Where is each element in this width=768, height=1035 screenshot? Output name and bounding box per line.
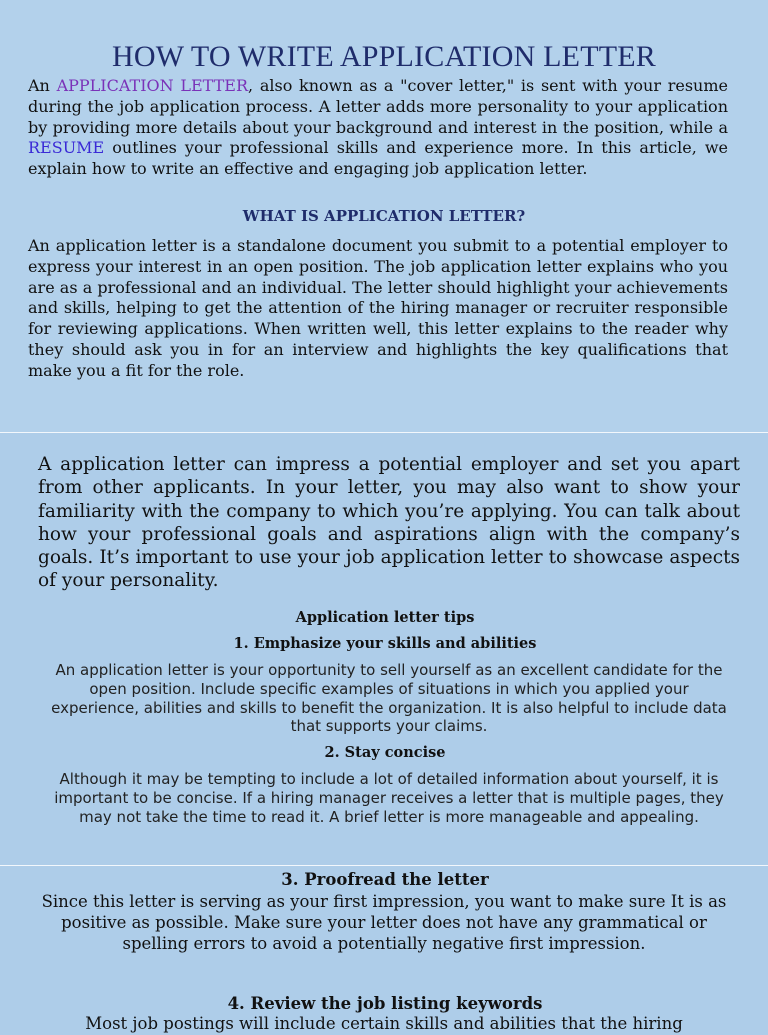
intro-paragraph bbox=[28, 76, 728, 180]
tip-3-text: Since this letter is serving as your first impression, you want to make sure It is as positive as possible. Make sure your letter does not have any grammatical or spelling errors to avoid a potentially negative first impression. bbox=[41, 892, 727, 953]
intro-text: outlines your professional skills and experience more. In this article, we explain how to write an effective and engaging job application letter. bbox=[28, 138, 728, 179]
what-heading: WHAT IS APPLICATION LETTER? bbox=[242, 207, 526, 225]
page-title: HOW TO WRITE APPLICATION LETTER bbox=[112, 40, 656, 73]
resume-keyword: RESUME bbox=[28, 138, 105, 158]
tips-heading: Application letter tips bbox=[295, 609, 475, 626]
definition-paragraph: An application letter is a standalone document you submit to a potential employer to express your interest in an open position. The job application letter explains who you are as a professional and an individual. The letter should highlight your achievements and skills, helping to get the attention of the hiring manager or recruiter responsible for reviewing applications. When written well, this letter explains to the reader why they should ask you in for an interview and highlights the key qualifications that make you a fit for the role. bbox=[28, 236, 728, 380]
tip-2-text: Although it may be tempting to include a lot of detailed information about yourself, it is important to be concise. If a hiring manager receives a letter that is multiple pages, they may not take the time to read it. A brief letter is more manageable and appealing. bbox=[54, 770, 724, 826]
intro-text: An bbox=[28, 76, 57, 95]
application-letter-keyword: APPLICATION LETTER bbox=[56, 76, 249, 95]
tip-1-heading: 1. Emphasize your skills and abilities bbox=[233, 635, 537, 652]
tip-2-heading: 2. Stay concise bbox=[324, 744, 446, 761]
intro-text: , also known as a "cover letter," is sent with your resume during the job application process. A letter adds more personality to your application by providing more details about your background and interest in the position, while a bbox=[28, 76, 728, 137]
section-divider bbox=[0, 432, 768, 433]
tip-4-heading: 4. Review the job listing keywords bbox=[227, 994, 543, 1013]
impress-paragraph: A application letter can impress a potential employer and set you apart from other applicants. In your letter, you may also want to show your familiarity with the company to which you’re applying. You can talk about how your professional goals and aspirations align with the company’s goals. It’s important to use your job application letter to showcase aspects of your personality. bbox=[38, 454, 740, 592]
tip-1-text: An application letter is your opportunity to sell yourself as an excellent candidate for the open position. Include specific examples of situations in which you applied your experience, abilities and skills to benefit the organization. It is also helpful to include data that supports your claims. bbox=[51, 661, 727, 736]
tip-4-text: Most job postings will include certain skills and abilities that the hiring bbox=[85, 1014, 683, 1033]
tip-3-heading: 3. Proofread the letter bbox=[281, 870, 489, 889]
